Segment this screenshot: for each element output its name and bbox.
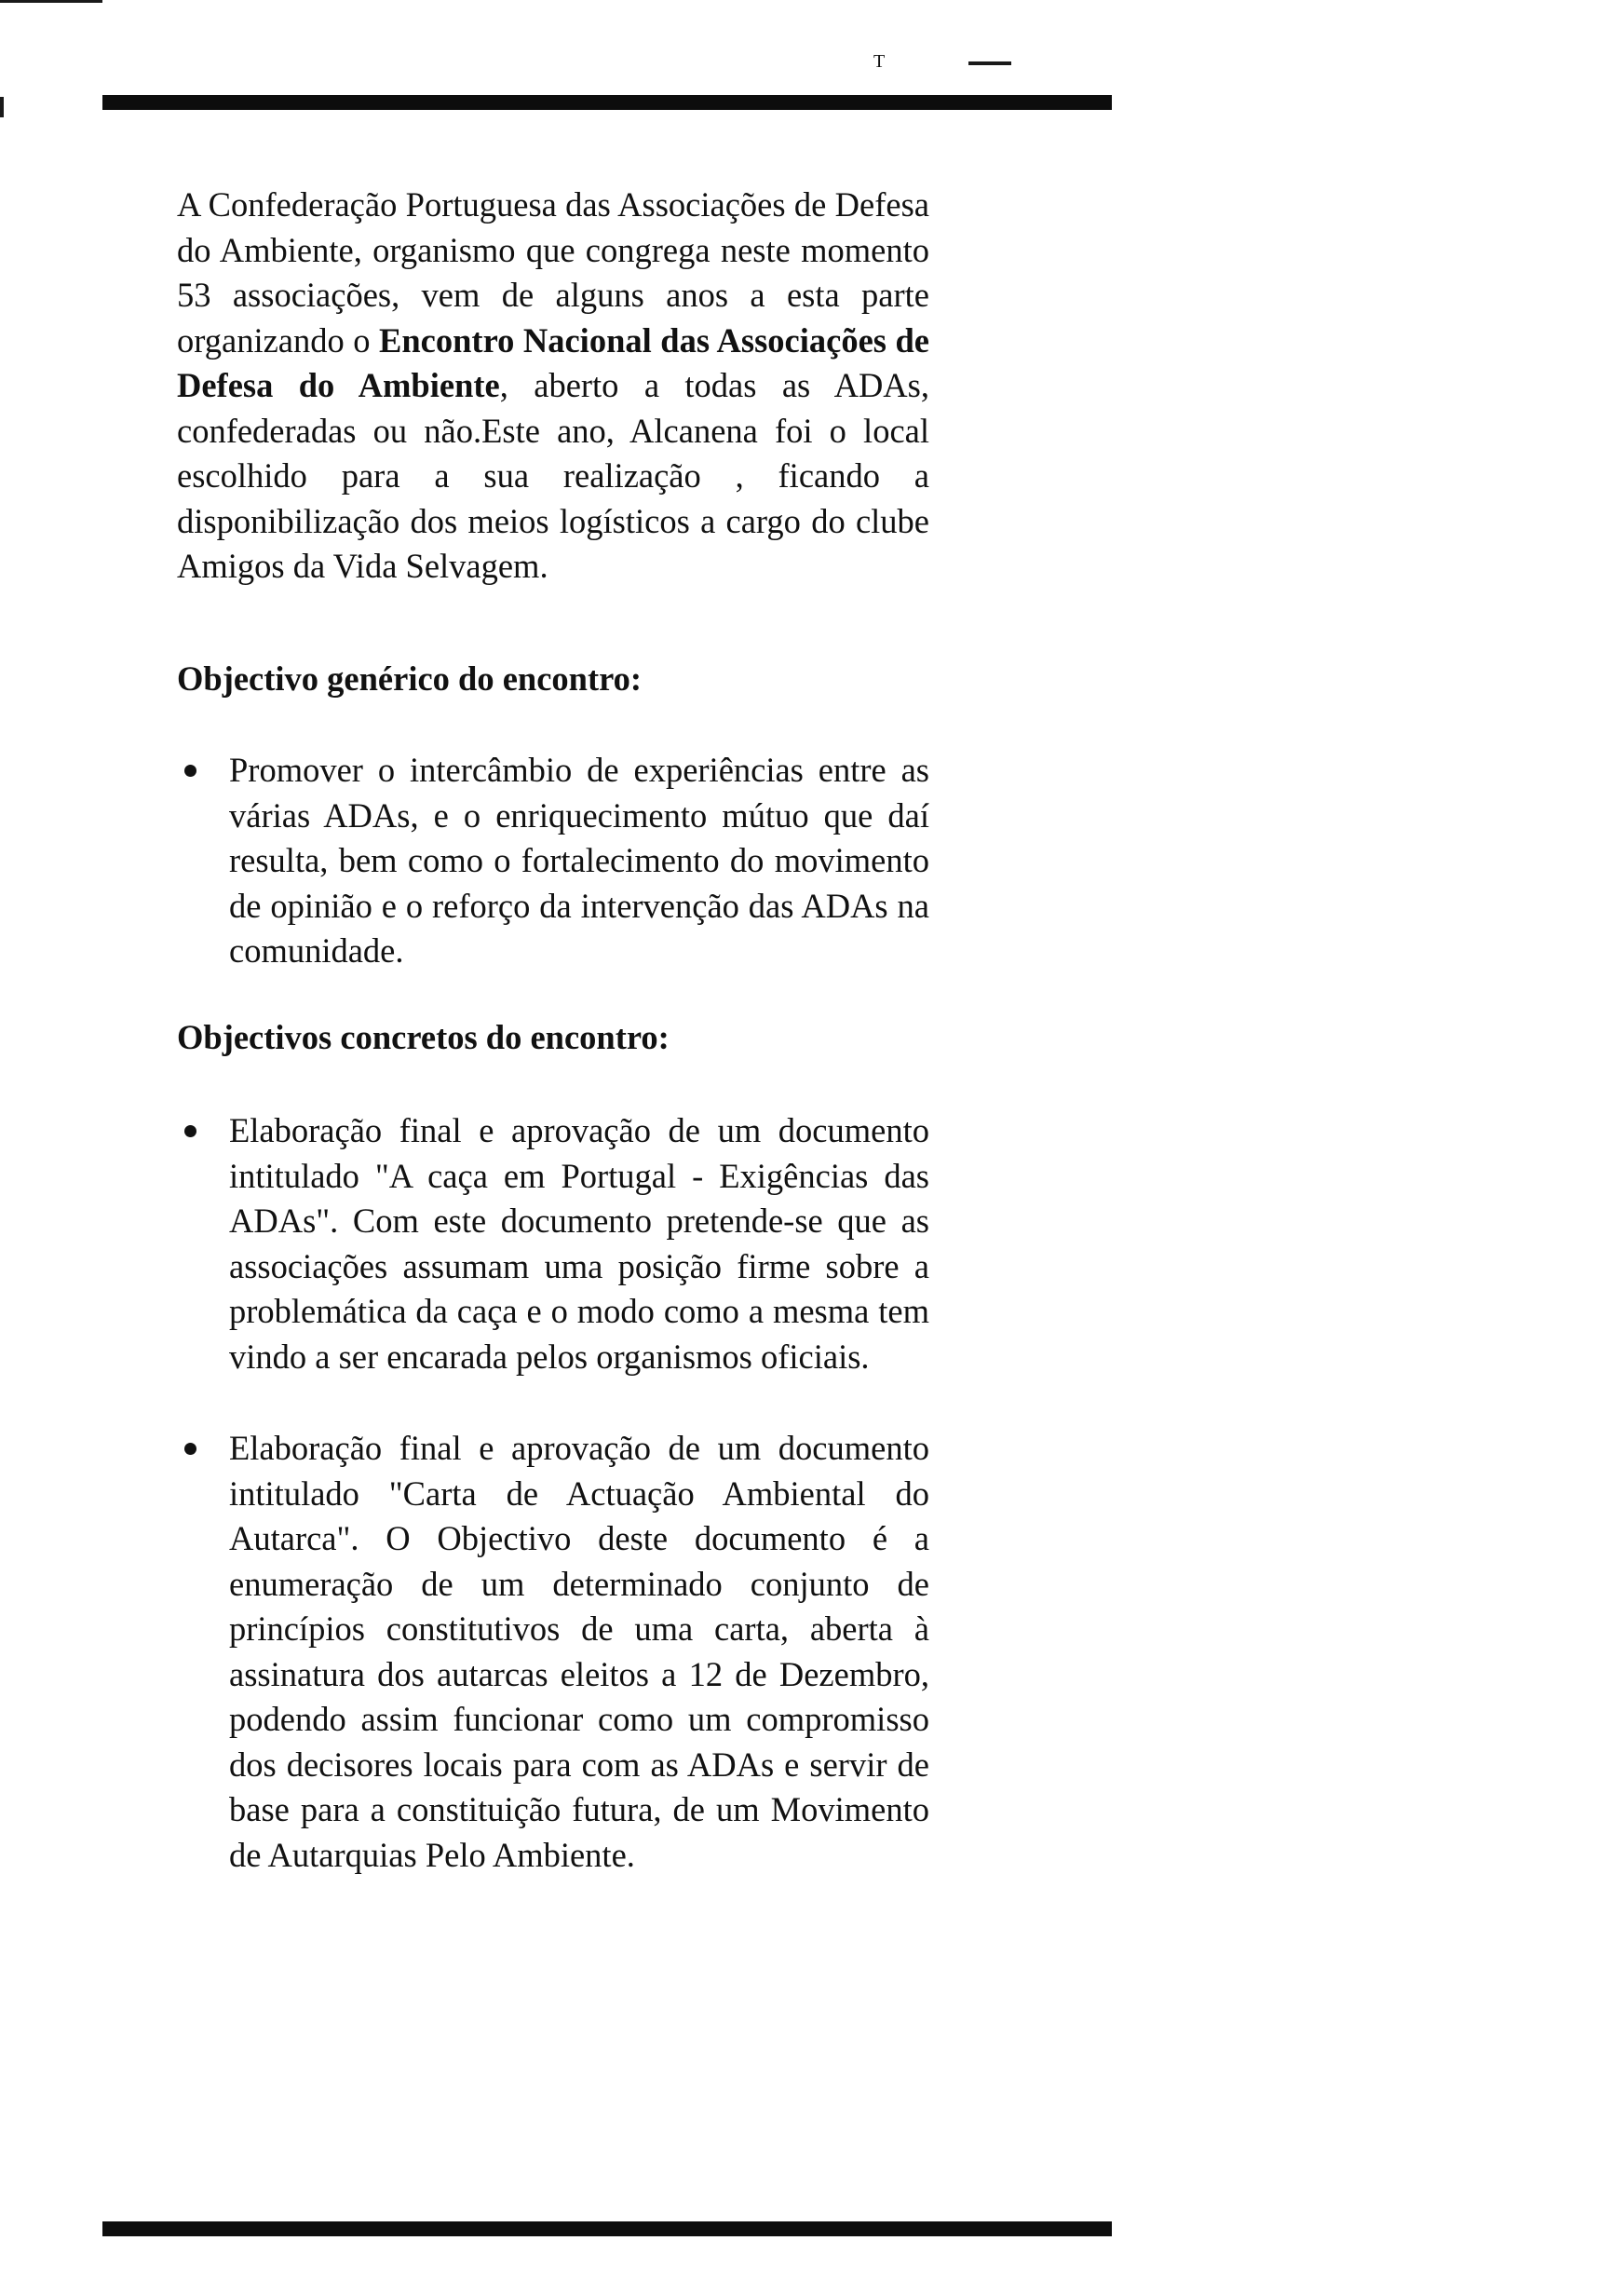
scan-mark-corner xyxy=(0,0,102,3)
document-body xyxy=(177,183,929,1878)
bullet-icon xyxy=(184,1125,196,1137)
list-item xyxy=(177,1426,929,1878)
bottom-rule xyxy=(102,2221,1112,2236)
bullet-icon xyxy=(184,1443,196,1455)
intro-paragraph xyxy=(177,183,929,590)
list-item-text: Promover o intercâmbio de experiências entre as várias ADAs, e o enriquecimento mútuo que daí resulta, bem como o fortalecimento do movimento de opinião e o reforço da intervenção das ADAs na comunidade. xyxy=(229,751,929,970)
generic-objective-list xyxy=(177,748,929,974)
concrete-objectives-list xyxy=(177,1108,929,1878)
event-name: Encontro Nacional das Associações de Defesa do Ambiente xyxy=(177,320,929,404)
scan-mark-left-edge xyxy=(0,97,4,117)
intro-text-start: A Confederação Portuguesa das Associações de Defesa do Ambiente, organismo que congrega neste momento 53 associações, vem de alguns anos a esta parte organizando o xyxy=(177,185,929,360)
intro-text-end: , aberto a todas as ADAs, confederadas ou não.Este ano, Alcanena foi o local escolhido para a sua realização , ficando a disponibilização dos meios logísticos a cargo do clube Amigos da Vida Selvagem. xyxy=(177,366,929,585)
concrete-objectives-heading: Objectivos concretos do encontro: xyxy=(177,1017,670,1056)
generic-objective-heading: Objectivo genérico do encontro: xyxy=(177,659,643,698)
scan-mark-dash xyxy=(968,61,1011,65)
list-item xyxy=(177,748,929,974)
top-rule xyxy=(102,95,1112,110)
list-item-text: Elaboração final e aprovação de um documento intitulado "A caça em Portugal - Exigências das ADAs". Com este documento pretende-se que as associações assumam uma posição firme sobre a problemática da caça e o modo como a mesma tem vindo a ser encarada pelos organismos oficiais. xyxy=(229,1111,929,1376)
scan-mark-glyph: T xyxy=(873,51,886,72)
bullet-icon xyxy=(184,765,196,777)
list-item xyxy=(177,1108,929,1379)
list-item-text: Elaboração final e aprovação de um documento intitulado "Carta de Actuação Ambiental do Autarca". O Objectivo deste documento é a enumeração de um determinado conjunto de princípios constitutivos de uma carta, aberta à assinatura dos autarcas eleitos a 12 de Dezembro, podendo assim funcionar como um compromisso dos decisores locais para com as ADAs e servir de base para a constituição futura, de um Movimento de Autarquias Pelo Ambiente. xyxy=(229,1429,929,1874)
